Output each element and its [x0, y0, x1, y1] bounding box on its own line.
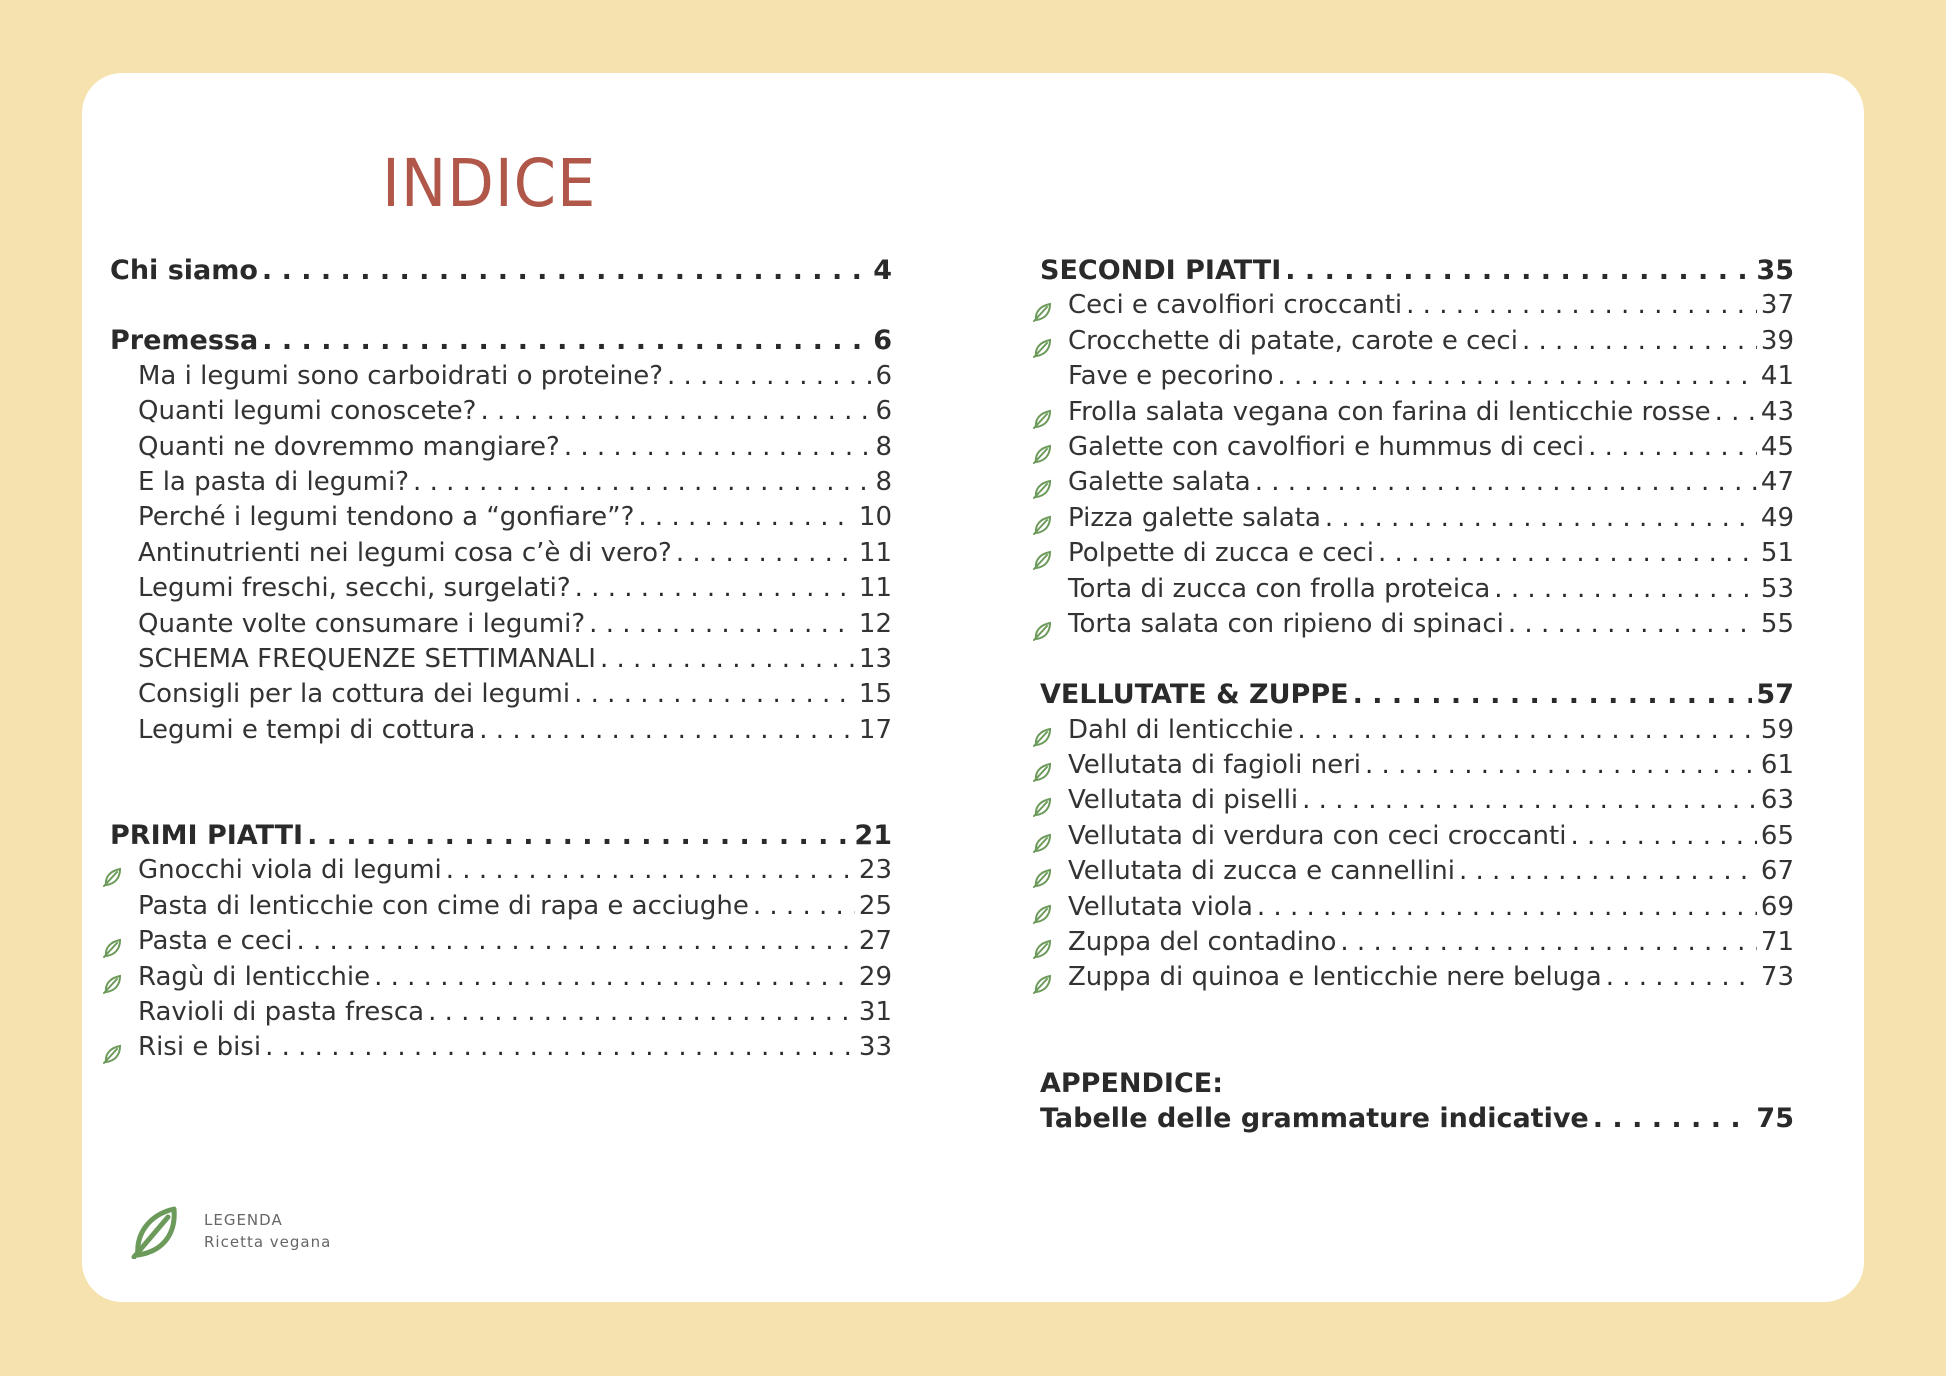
- dot-leader: [1494, 572, 1757, 607]
- toc-subentry[interactable]: [1040, 324, 1794, 359]
- vegan-leaf-icon: [1032, 969, 1052, 989]
- toc-subentry[interactable]: [110, 359, 892, 394]
- toc-subentry[interactable]: [110, 853, 892, 888]
- toc-subentry-page: 27: [858, 926, 892, 957]
- toc-subentry-page: 39: [1760, 325, 1794, 356]
- toc-subentry[interactable]: [1040, 713, 1794, 748]
- toc-subentry-page: 71: [1760, 927, 1794, 958]
- toc-subentry[interactable]: [110, 536, 892, 571]
- vegan-leaf-icon: [1032, 863, 1052, 883]
- toc-subentry-page: 23: [858, 855, 892, 886]
- toc-subentry-label: Vellutata di fagioli neri: [1068, 750, 1362, 781]
- toc-subentry[interactable]: [1040, 607, 1794, 642]
- toc-subentry[interactable]: [110, 889, 892, 924]
- toc-subentry-label: SCHEMA FREQUENZE SETTIMANALI: [138, 643, 596, 674]
- toc-subentry[interactable]: [110, 394, 892, 429]
- toc-entry-appendice: [1040, 1066, 1794, 1101]
- toc-subentry-label: Pasta di lenticchie con cime di rapa e acciughe: [138, 890, 749, 921]
- toc-subentry-label: Ma i legumi sono carboidrati o proteine?: [138, 360, 663, 391]
- toc-entry-page: 75: [1756, 1103, 1794, 1135]
- toc-subentry-label: Zuppa di quinoa e lenticchie nere beluga: [1068, 962, 1602, 993]
- vegan-leaf-icon: [1032, 828, 1052, 848]
- toc-subentry-label: Zuppa del contadino: [1068, 927, 1337, 958]
- toc-subentry-label: E la pasta di legumi?: [138, 466, 410, 497]
- toc-subentry[interactable]: [1040, 501, 1794, 536]
- dot-leader: [1277, 359, 1756, 394]
- dot-leader: [1378, 536, 1757, 571]
- toc-subentry[interactable]: [110, 1030, 892, 1065]
- dot-leader: [1522, 324, 1757, 359]
- dot-leader: [1459, 854, 1757, 889]
- toc-subentry-page: 17: [858, 714, 892, 745]
- dot-leader: [265, 1030, 855, 1065]
- toc-subentry[interactable]: [110, 571, 892, 606]
- toc-subentry-label: Pizza galette salata: [1068, 502, 1321, 533]
- toc-subentry[interactable]: [110, 465, 892, 500]
- toc-subentry-label: Crocchette di patate, carote e ceci: [1068, 325, 1518, 356]
- toc-subentry[interactable]: [1040, 960, 1794, 995]
- toc-subentry-label: Quante volte consumare i legumi?: [138, 608, 586, 639]
- dot-leader: [479, 713, 855, 748]
- toc-subentry-page: 25: [858, 890, 892, 921]
- toc-entry-page: 4: [873, 255, 892, 286]
- dot-leader: [638, 500, 855, 535]
- toc-subentry-page: 61: [1760, 750, 1794, 781]
- toc-entry-page: 21: [854, 820, 892, 852]
- toc-subentry[interactable]: [1040, 819, 1794, 854]
- page-title: INDICE: [382, 145, 597, 222]
- toc-subentry[interactable]: [1040, 783, 1794, 818]
- dot-leader: [1302, 783, 1757, 818]
- toc-subentry-page: 47: [1760, 467, 1794, 498]
- toc-subentry[interactable]: [110, 500, 892, 535]
- toc-entry-secondi-piatti[interactable]: [1040, 253, 1794, 288]
- toc-subentry-label: Gnocchi viola di legumi: [138, 855, 442, 886]
- toc-subentry-page: 41: [1760, 361, 1794, 392]
- dot-leader: [589, 607, 855, 642]
- dot-leader: [676, 536, 855, 571]
- toc-subentry-label: Ragù di lenticchie: [138, 961, 371, 992]
- vegan-leaf-icon: [1032, 297, 1052, 317]
- toc-subentry[interactable]: [110, 642, 892, 677]
- toc-subentry-page: 45: [1760, 431, 1794, 462]
- toc-entry-label: VELLUTATE & ZUPPE: [1040, 679, 1349, 711]
- vegan-leaf-icon: [102, 862, 122, 882]
- dot-leader: [1588, 430, 1757, 465]
- toc-subentry-page: 37: [1760, 290, 1794, 321]
- toc-subentry-page: 13: [858, 643, 892, 674]
- toc-entry-label: Premessa: [110, 325, 259, 357]
- toc-entry-page: 35: [1756, 255, 1794, 286]
- toc-subentry[interactable]: [1040, 854, 1794, 889]
- toc-subentry-page: 8: [875, 431, 892, 462]
- toc-subentry-label: Vellutata di piselli: [1068, 785, 1299, 816]
- toc-subentry[interactable]: [1040, 465, 1794, 500]
- secondi-subentries: [1040, 288, 1794, 642]
- toc-subentry-page: 10: [858, 502, 892, 533]
- toc-subentry-label: Galette salata: [1068, 467, 1251, 498]
- vegan-leaf-icon: [1032, 404, 1052, 424]
- toc-subentry-label: Legumi freschi, secchi, surgelati?: [138, 573, 571, 604]
- toc-subentry[interactable]: [1040, 395, 1794, 430]
- premessa-subentries: [110, 359, 892, 748]
- dot-leader: [564, 430, 872, 465]
- dot-leader: [1508, 607, 1757, 642]
- dot-leader: [296, 924, 854, 959]
- toc-subentry-label: Polpette di zucca e ceci: [1068, 538, 1375, 569]
- toc-subentry-label: Antinutrienti nei legumi cosa c’è di vero?: [138, 537, 672, 568]
- dot-leader: [262, 323, 869, 358]
- toc-entry-label: PRIMI PIATTI: [110, 820, 304, 852]
- toc-subentry[interactable]: [1040, 890, 1794, 925]
- dot-leader: [667, 359, 871, 394]
- toc-subentry[interactable]: [1040, 536, 1794, 571]
- dot-leader: [1353, 677, 1753, 712]
- toc-subentry-label: Perché i legumi tendono a “gonfiare”?: [138, 502, 635, 533]
- primi-subentries: [110, 853, 892, 1065]
- dot-leader: [480, 394, 871, 429]
- vegan-leaf-icon: [1032, 792, 1052, 812]
- toc-subentry-label: Galette con cavolfiori e hummus di ceci: [1068, 431, 1585, 462]
- dot-leader: [1285, 253, 1752, 288]
- toc-subentry-page: 49: [1760, 502, 1794, 533]
- toc-entry-label: SECONDI PIATTI: [1040, 255, 1282, 286]
- toc-subentry-page: 69: [1760, 891, 1794, 922]
- toc-subentry-page: 6: [875, 360, 892, 391]
- toc-subentry-page: 6: [875, 396, 892, 427]
- vegan-leaf-icon: [1032, 439, 1052, 459]
- dot-leader: [1570, 819, 1756, 854]
- toc-subentry[interactable]: [1040, 748, 1794, 783]
- toc-subentry-label: Vellutata di zucca e cannellini: [1068, 856, 1455, 887]
- toc-subentry-label: Dahl di lenticchie: [1068, 714, 1294, 745]
- vegan-leaf-icon: [1032, 757, 1052, 777]
- toc-entry-page: 57: [1756, 679, 1794, 711]
- toc-subentry-label: Fave e pecorino: [1068, 361, 1274, 392]
- toc-subentry-page: 63: [1760, 785, 1794, 816]
- toc-subentry-label: Vellutata viola: [1068, 891, 1253, 922]
- dot-leader: [1715, 395, 1757, 430]
- toc-subentry-page: 65: [1760, 820, 1794, 851]
- vellutate-subentries: [1040, 713, 1794, 996]
- vegan-leaf-icon: [1032, 333, 1052, 353]
- toc-subentry-page: 11: [858, 537, 892, 568]
- toc-subentry-page: 29: [858, 961, 892, 992]
- legend-label: Ricetta vegana: [204, 1233, 332, 1251]
- vegan-leaf-icon: [1032, 899, 1052, 919]
- vegan-leaf-icon: [1032, 722, 1052, 742]
- dot-leader: [1406, 288, 1757, 323]
- dot-leader: [600, 642, 855, 677]
- dot-leader: [1255, 465, 1757, 500]
- right-column: [1040, 253, 1794, 1137]
- toc-subentry[interactable]: [110, 924, 892, 959]
- toc-subentry-label: Pasta e ceci: [138, 926, 293, 957]
- toc-subentry-page: 31: [858, 997, 892, 1028]
- vegan-leaf-icon: [1032, 510, 1052, 530]
- toc-subentry-page: 12: [858, 608, 892, 639]
- toc-subentry[interactable]: [110, 430, 892, 465]
- toc-subentry-label: Ceci e cavolfiori croccanti: [1068, 290, 1403, 321]
- toc-subentry[interactable]: [1040, 359, 1794, 394]
- dot-leader: [1365, 748, 1757, 783]
- toc-subentry-label: Consigli per la cottura dei legumi: [138, 679, 571, 710]
- dot-leader: [1325, 501, 1757, 536]
- toc-subentry-label: Frolla salata vegana con farina di lenticchie rosse: [1068, 396, 1711, 427]
- toc-subentry-page: 51: [1760, 538, 1794, 569]
- toc-subentry-page: 55: [1760, 608, 1794, 639]
- dot-leader: [428, 995, 855, 1030]
- toc-subentry-page: 33: [858, 1032, 892, 1063]
- dot-leader: [1606, 960, 1757, 995]
- toc-subentry-label: Ravioli di pasta fresca: [138, 997, 425, 1028]
- dot-leader: [374, 960, 855, 995]
- dot-leader: [1297, 713, 1757, 748]
- toc-subentry[interactable]: [110, 713, 892, 748]
- toc-subentry-label: Legumi e tempi di cottura: [138, 714, 476, 745]
- toc-entry-premessa[interactable]: [110, 323, 892, 358]
- dot-leader: [413, 465, 871, 500]
- toc-subentry[interactable]: [110, 607, 892, 642]
- vegan-leaf-icon: [102, 933, 122, 953]
- dot-leader: [307, 818, 850, 853]
- toc-subentry-page: 43: [1760, 396, 1794, 427]
- dot-leader: [262, 253, 869, 288]
- toc-subentry[interactable]: [110, 995, 892, 1030]
- toc-subentry-page: 15: [858, 679, 892, 710]
- toc-subentry[interactable]: [1040, 288, 1794, 323]
- vegan-leaf-icon: [102, 1039, 122, 1059]
- legend-heading: LEGENDA: [204, 1211, 283, 1229]
- toc-subentry-page: 11: [858, 573, 892, 604]
- toc-entry-chi-siamo[interactable]: [110, 253, 892, 288]
- index-page: [82, 73, 1864, 1302]
- dot-leader: [446, 853, 855, 888]
- left-column: [110, 253, 892, 1066]
- toc-subentry-label: Risi e bisi: [138, 1032, 262, 1063]
- toc-subentry-label: Vellutata di verdura con ceci croccanti: [1068, 820, 1567, 851]
- toc-subentry-page: 8: [875, 466, 892, 497]
- dot-leader: [1340, 925, 1757, 960]
- toc-subentry-label: Quanti ne dovremmo mangiare?: [138, 431, 560, 462]
- toc-subentry-label: Torta salata con ripieno di spinaci: [1068, 608, 1504, 639]
- toc-subentry-page: 53: [1760, 573, 1794, 604]
- dot-leader: [1257, 890, 1757, 925]
- toc-subentry[interactable]: [1040, 925, 1794, 960]
- toc-subentry[interactable]: [1040, 572, 1794, 607]
- toc-subentry[interactable]: [110, 960, 892, 995]
- legend-text: [204, 1209, 331, 1253]
- toc-entry-page: 6: [873, 325, 892, 357]
- vegan-leaf-icon: [1032, 545, 1052, 565]
- toc-entry-primi-piatti[interactable]: [110, 818, 892, 853]
- dot-leader: [575, 571, 855, 606]
- vegan-leaf-icon: [1032, 474, 1052, 494]
- toc-subentry[interactable]: [110, 677, 892, 712]
- toc-subentry-page: 67: [1760, 856, 1794, 887]
- toc-subentry-label: Quanti legumi conoscete?: [138, 396, 477, 427]
- vegan-leaf-icon: [1032, 934, 1052, 954]
- vegan-leaf-icon: [1032, 616, 1052, 636]
- toc-entry-tabelle[interactable]: [1040, 1101, 1794, 1136]
- dot-leader: [753, 889, 855, 924]
- toc-entry-vellutate[interactable]: [1040, 677, 1794, 712]
- dot-leader: [574, 677, 855, 712]
- dot-leader: [1593, 1101, 1753, 1136]
- vegan-leaf-icon: [102, 969, 122, 989]
- toc-entry-label: APPENDICE:: [1040, 1067, 1224, 1099]
- toc-subentry[interactable]: [1040, 430, 1794, 465]
- leaf-icon: [130, 1205, 178, 1259]
- toc-subentry-page: 59: [1760, 714, 1794, 745]
- toc-entry-label: Tabelle delle grammature indicative: [1040, 1103, 1589, 1135]
- toc-entry-label: Chi siamo: [110, 255, 258, 286]
- toc-subentry-label: Torta di zucca con frolla proteica: [1068, 573, 1491, 604]
- toc-subentry-page: 73: [1760, 962, 1794, 993]
